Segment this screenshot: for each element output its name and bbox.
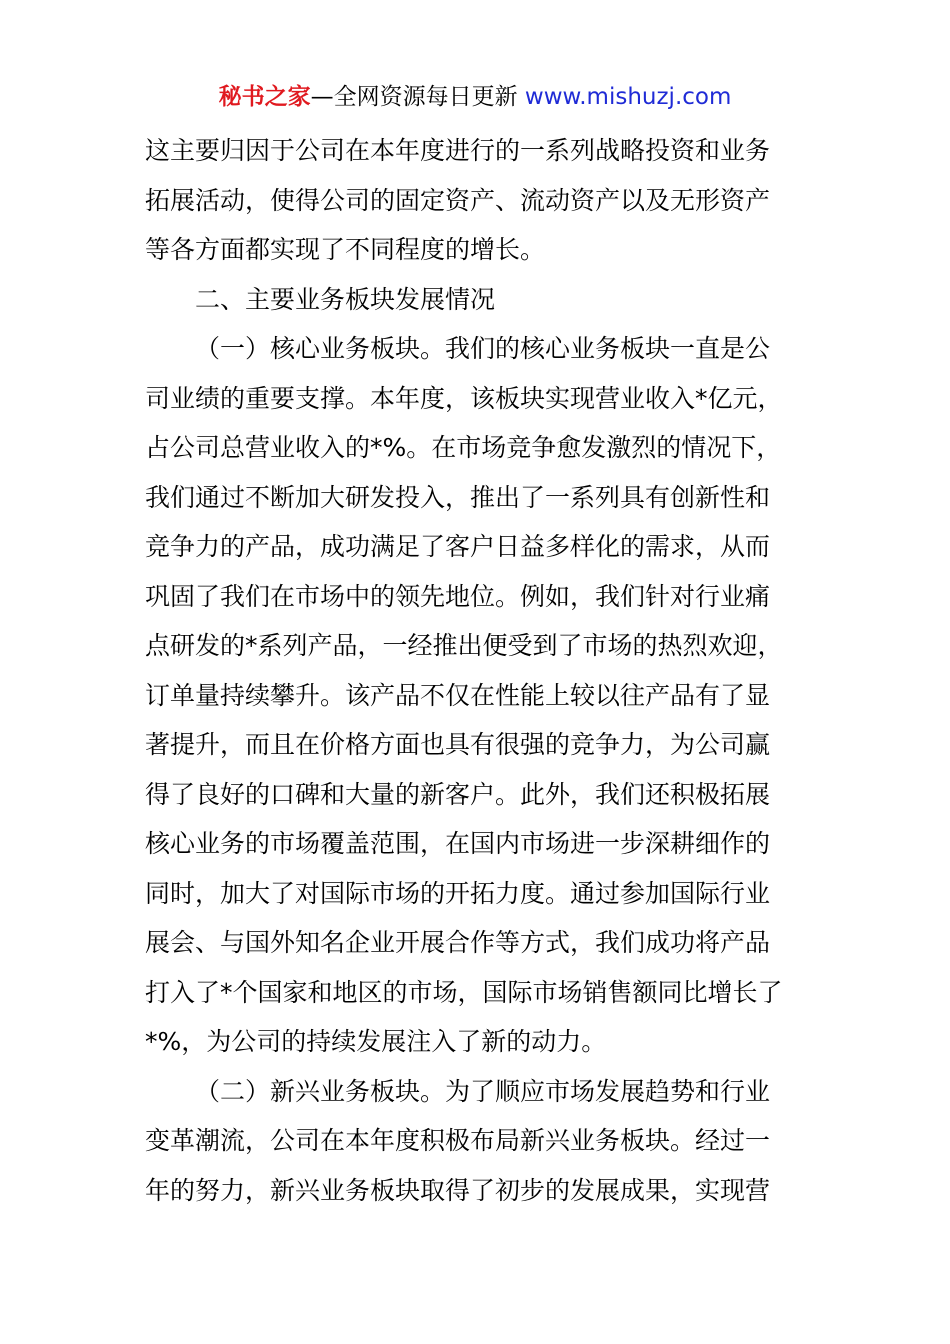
text-line: 著提升，而且在价格方面也具有很强的竞争力，为公司赢 (145, 730, 771, 759)
header-tagline: —全网资源每日更新 (310, 84, 518, 110)
text-line: 拓展活动，使得公司的固定资产、流动资产以及无形资产 (145, 185, 771, 215)
text-line: 同时，加大了对国际市场的开拓力度。通过参加国际行业 (145, 878, 771, 908)
text-line: 点研发的*系列产品，一经推出便受到了市场的热烈欢迎， (145, 631, 783, 660)
paragraph-start: （二）新兴业务板块。为了顺应市场发展趋势和行业 (195, 1076, 771, 1106)
text-line: 打入了*个国家和地区的市场，国际市场销售额同比增长了 (145, 977, 783, 1007)
text-line: 司业绩的重要支撑。本年度，该板块实现营业收入*亿元， (145, 383, 783, 413)
text-line: 巩固了我们在市场中的领先地位。例如，我们针对行业痛 (145, 581, 771, 611)
text-line: 这主要归因于公司在本年度进行的一系列战略投资和业务 (145, 136, 771, 165)
text-line: 占公司总营业收入的*%。在市场竞争愈发激烈的情况下， (145, 433, 782, 462)
text-line: 等各方面都实现了不同程度的增长。 (145, 235, 546, 264)
site-header (0, 80, 950, 114)
text-line: 订单量持续攀升。该产品不仅在性能上较以往产品有了显 (145, 680, 771, 710)
section-heading: 二、主要业务板块发展情况 (195, 284, 496, 314)
text-line: *%，为公司的持续发展注入了新的动力。 (145, 1027, 607, 1056)
header-brand: 秘书之家 (218, 84, 311, 110)
document-body (145, 126, 810, 1215)
text-line: 变革潮流，公司在本年度积极布局新兴业务板块。经过一 (145, 1126, 771, 1155)
paragraph-start: （一）核心业务板块。我们的核心业务板块一直是公 (195, 334, 771, 363)
text-line: 得了良好的口碑和大量的新客户。此外，我们还积极拓展 (145, 779, 771, 809)
text-line: 核心业务的市场覆盖范围，在国内市场进一步深耕细作的 (145, 829, 771, 858)
text-line: 年的努力，新兴业务板块取得了初步的发展成果，实现营 (145, 1175, 771, 1205)
header-url-link[interactable]: www.mishuzj.com (524, 84, 732, 110)
text-line: 展会、与国外知名企业开展合作等方式，我们成功将产品 (145, 928, 771, 957)
text-line: 竞争力的产品，成功满足了客户日益多样化的需求，从而 (145, 532, 771, 561)
text-line: 我们通过不断加大研发投入，推出了一系列具有创新性和 (145, 482, 771, 512)
